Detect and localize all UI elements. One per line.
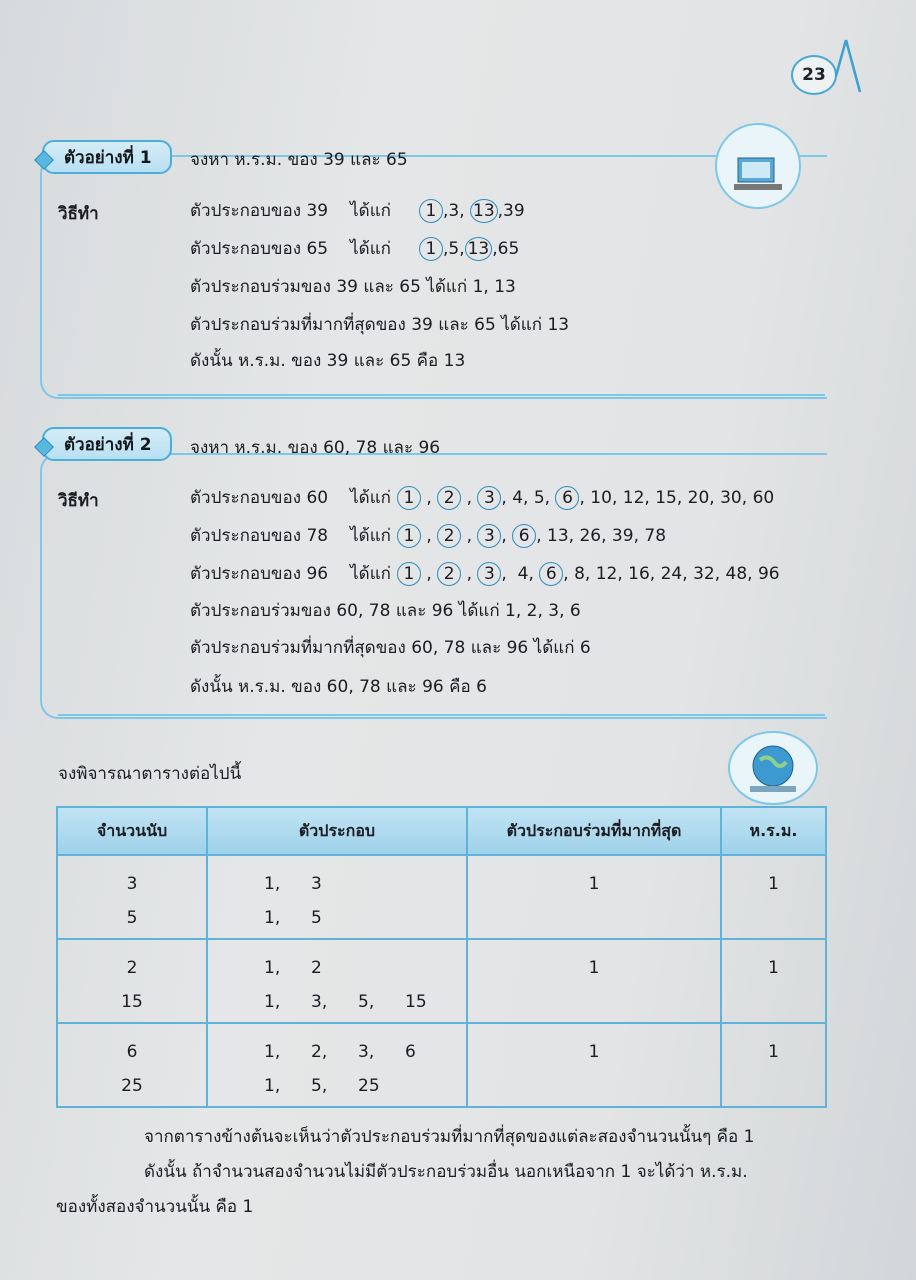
col-header-number: จำนวนนับ bbox=[57, 807, 207, 855]
circled-factor: 6 bbox=[512, 524, 536, 548]
table-row: 6 25 1, 2, 3, 6 1, 5, 25 1 1 bbox=[57, 1023, 826, 1107]
example1-tag: ตัวอย่างที่ 1 bbox=[42, 140, 172, 174]
pencil-icon bbox=[830, 36, 864, 98]
circled-factor: 1 bbox=[397, 524, 421, 548]
example2-tag: ตัวอย่างที่ 2 bbox=[42, 427, 172, 461]
circled-factor: 13 bbox=[470, 199, 498, 223]
circled-factor: 2 bbox=[437, 486, 461, 510]
globe-logo-icon bbox=[724, 724, 822, 808]
example2-question: จงหา ห.ร.ม. ของ 60, 78 และ 96 bbox=[190, 438, 441, 458]
computer-logo-icon bbox=[712, 120, 804, 212]
circled-factor: 1 bbox=[397, 562, 421, 586]
example1-method-label: วิธีทำ bbox=[58, 204, 99, 224]
example2-greatest: ตัวประกอบร่วมที่มากที่สุดของ 60, 78 และ 96 ได้แก่ 6 bbox=[190, 638, 591, 658]
example2-factors-60: ตัวประกอบของ 60 ได้แก่ 1 , 2 , 3 , 4 , 5 , 6 , 10 , 12 , 15 , 20 , 30 , 60 bbox=[190, 487, 775, 508]
example2-factors-96: ตัวประกอบของ 96 ได้แก่ 1 , 2 , 3 , 4 , 6 , 8 , 12 , 16 , 24 , 32 , 48 , 96 bbox=[190, 563, 780, 584]
example1-conclusion: ดังนั้น ห.ร.ม. ของ 39 และ 65 คือ 13 bbox=[190, 351, 466, 371]
example1-factors-39: ตัวประกอบของ 39 ได้แก่ 1 , 3 , 13 , 39 bbox=[190, 200, 525, 221]
paragraph-line-1: จากตารางข้างต้นจะเห็นว่าตัวประกอบร่วมที่มากที่สุดของแต่ละสองจำนวนนั้นๆ คือ 1 bbox=[144, 1127, 755, 1147]
paragraph-line-3: ของทั้งสองจำนวนนั้น คือ 1 bbox=[56, 1197, 254, 1217]
example1-greatest: ตัวประกอบร่วมที่มากที่สุดของ 39 และ 65 ได้แก่ 13 bbox=[190, 315, 570, 335]
example2-conclusion: ดังนั้น ห.ร.ม. ของ 60, 78 และ 96 คือ 6 bbox=[190, 677, 487, 697]
circled-factor: 6 bbox=[555, 486, 579, 510]
example2-common: ตัวประกอบร่วมของ 60, 78 และ 96 ได้แก่ 1, 2, 3, 6 bbox=[190, 601, 581, 621]
consider-heading: จงพิจารณาตารางต่อไปนี้ bbox=[58, 764, 242, 784]
col-header-factors: ตัวประกอบ bbox=[207, 807, 467, 855]
gcf-table bbox=[56, 806, 827, 1108]
example1-question: จงหา ห.ร.ม. ของ 39 และ 65 bbox=[190, 150, 408, 170]
table-row: 3 5 1, 3 1, 5 1 1 bbox=[57, 855, 826, 939]
circled-factor: 1 bbox=[397, 486, 421, 510]
paragraph-line-2: ดังนั้น ถ้าจำนวนสองจำนวนไม่มีตัวประกอบร่วมอื่น นอกเหนือจาก 1 จะได้ว่า ห.ร.ม. bbox=[144, 1162, 748, 1182]
circled-factor: 13 bbox=[465, 237, 493, 261]
circled-factor: 1 bbox=[419, 199, 443, 223]
example2-method-label: วิธีทำ bbox=[58, 491, 99, 511]
circled-factor: 3 bbox=[477, 486, 501, 510]
circled-factor: 6 bbox=[539, 562, 563, 586]
circled-factor: 2 bbox=[437, 562, 461, 586]
example1-common: ตัวประกอบร่วมของ 39 และ 65 ได้แก่ 1, 13 bbox=[190, 277, 516, 297]
table-row: 2 15 1, 2 1, 3, 5, 15 1 1 bbox=[57, 939, 826, 1023]
circled-factor: 1 bbox=[419, 237, 443, 261]
page-number: 23 bbox=[791, 55, 837, 95]
example2-factors-78: ตัวประกอบของ 78 ได้แก่ 1 , 2 , 3 , 6 , 13 , 26 , 39 , 78 bbox=[190, 525, 667, 546]
col-header-gcf: ตัวประกอบร่วมที่มากที่สุด bbox=[467, 807, 721, 855]
circled-factor: 3 bbox=[477, 562, 501, 586]
circled-factor: 3 bbox=[477, 524, 501, 548]
example1-factors-65: ตัวประกอบของ 65 ได้แก่ 1 , 5 , 13 , 65 bbox=[190, 238, 520, 259]
circled-factor: 2 bbox=[437, 524, 461, 548]
col-header-hcf: ห.ร.ม. bbox=[721, 807, 826, 855]
